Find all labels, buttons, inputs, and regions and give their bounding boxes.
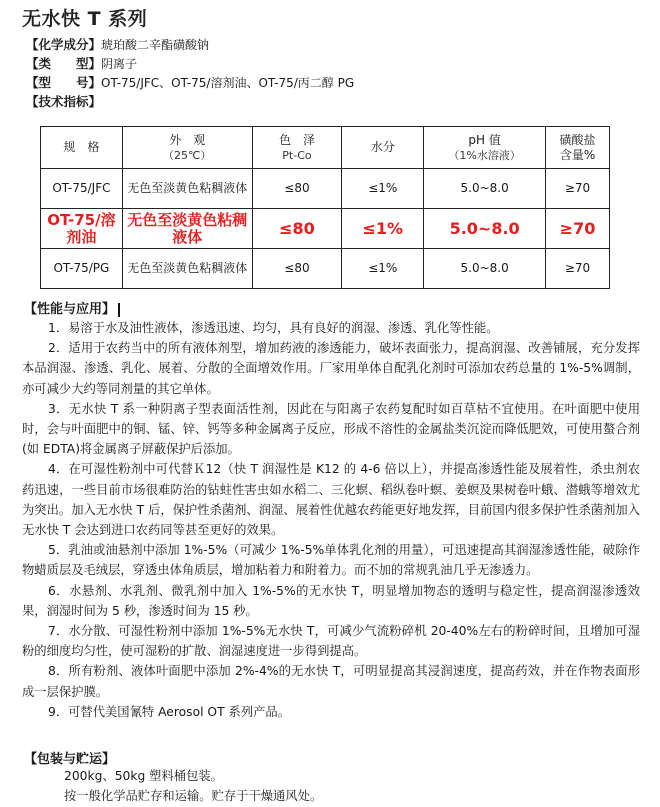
cell-ph: 5.0~8.0: [424, 209, 546, 249]
meta-value: OT-75/JFC、OT-75/溶剂油、OT-75/丙二醇 PG: [101, 76, 355, 90]
cell-sulfonate: ≥70: [546, 249, 610, 289]
col-header-ph: pH 值 （1%水溶液）: [424, 127, 546, 169]
list-item: 9．可替代美国氰特 Aerosol OT 系列产品。: [48, 704, 291, 719]
cell-water: ≤1%: [342, 169, 424, 209]
list-item: 200kg、50kg 塑料桶包装。: [64, 769, 223, 783]
cell-appearance: 无色至淡黄色粘稠液体: [122, 249, 252, 289]
list-item: 3．无水快 T 系一种阴离子型表面活性剂，因此在与阳离子农药复配时如百草枯不宜使用。在叶面肥中使用时，会与叶面肥中的铜、锰、锌、钙等多种金属离子反应，形成不溶性的金属盐类沉淀而降低肥效，可使用螯合剂(如 EDTA)将金属离子屏蔽保护后添加。: [22, 401, 640, 457]
tech-heading: 【技术指标】: [26, 94, 102, 109]
packaging-list: [64, 766, 322, 806]
cell-spec: OT-75/JFC: [41, 169, 123, 209]
col-header-appearance: 外 观 （25℃）: [122, 127, 252, 169]
meta-value: 琥珀酸二辛酯磺酸钠: [101, 38, 210, 52]
table-header-row: [41, 127, 610, 169]
list-item: 2．适用于农药当中的所有液体剂型，增加药液的渗透能力，破坏表面张力，提高润湿、改善铺展，充分发挥本品润湿、渗透、乳化、展着、分散的全面增效作用。厂家用单体自配乳化剂时可添加农药总量的 1%-5%调制，亦可减少大约等同剂量的其它单体。: [22, 341, 640, 396]
performance-heading: 【性能与应用】: [24, 298, 120, 317]
meta-type: [26, 55, 137, 73]
spec-table: [40, 126, 610, 289]
col-header-sulfonate: 磺酸盐 含量%: [546, 127, 610, 169]
list-item: 6．水悬剂、水乳剂、微乳剂中加入 1%-5%的无水快 T，明显增加物态的透明与稳定性，提高润湿渗透效果，润湿时间为 5 秒，渗透时间为 15 秒。: [22, 583, 640, 618]
meta-label: 【化学成分】: [26, 37, 102, 52]
cell-water: ≤1%: [342, 209, 424, 249]
cell-appearance: 无色至淡黄色粘稠液体: [122, 209, 252, 249]
list-item: 7．水分散、可湿性粉剂中添加 1%-5%无水快 T，可减少气流粉碎机 20-40%左右的粉碎时间，且增加可湿粉的细度均匀性，使可湿粉的扩散、润湿速度进一步得到提高。: [22, 624, 640, 659]
meta-value: 阴离子: [101, 57, 138, 71]
page-title: 无水快 T 系列: [22, 8, 148, 30]
cell-color: ≤80: [252, 249, 342, 289]
list-item: 8．所有粉剂、液体叶面肥中添加 2%-4%的无水快 T，可明显提高其浸润速度，提高药效，并在作物表面形成一层保护膜。: [22, 664, 640, 699]
table-row: [41, 249, 610, 289]
cell-sulfonate: ≥70: [546, 169, 610, 209]
cell-water: ≤1%: [342, 249, 424, 289]
cell-spec: OT-75/PG: [41, 249, 123, 289]
cell-ph: 5.0~8.0: [424, 169, 546, 209]
list-item: 5．乳油或油悬剂中添加 1%-5%（可减少 1%-5%单体乳化剂的用量），可迅速提高其润湿渗透性能，破除作物蜡质层及毛绒层，穿透虫体角质层，增加粘着力和附着力。而不加的常规乳油几乎无渗透力。: [22, 543, 640, 578]
packaging-heading: 【包装与贮运】: [24, 752, 116, 767]
table-row: [41, 169, 610, 209]
table-row-highlighted: [41, 209, 610, 249]
cell-color: ≤80: [252, 209, 342, 249]
cell-sulfonate: ≥70: [546, 209, 610, 249]
col-header-spec: 规 格: [41, 127, 123, 169]
meta-composition: [26, 36, 209, 54]
col-header-water: 水分: [342, 127, 424, 169]
meta-model: [26, 74, 354, 92]
cell-color: ≤80: [252, 169, 342, 209]
col-header-color: 色 泽 Pt-Co: [252, 127, 342, 169]
cell-appearance: 无色至淡黄色粘稠液体: [122, 169, 252, 209]
list-item: 1．易溶于水及油性液体，渗透迅速、均匀，具有良好的润湿、渗透、乳化等性能。: [48, 321, 499, 335]
meta-label: 【型 号】: [26, 75, 102, 90]
meta-label: 【类 型】: [26, 56, 102, 71]
cell-spec: OT-75/溶剂油: [41, 209, 123, 249]
text-cursor-icon: [118, 303, 120, 317]
list-item: 4．在可湿性粉剂中可代替Ｋ12（快 T 润湿性是 K12 的 4-6 倍以上），并提高渗透性能及展着性，杀虫剂农药迅速，一些目前市场很难防治的钻蛀性害虫如水稻二、三化螟、稻纵卷叶螟、姜螟及果树卷叶蛾、潜蛾等增效尤为突出。加入无水快 T 后，保护性杀菌剂、润湿、展着性优越农药能更好地发挥，目前国内很多保护性杀菌剂加入无水快 T 会达到进口农药同等甚至更好的效果。: [22, 462, 640, 538]
performance-list: [22, 318, 640, 722]
list-item: 按一般化学品贮存和运输。贮存于干燥通风处。: [64, 789, 323, 803]
cell-ph: 5.0~8.0: [424, 249, 546, 289]
